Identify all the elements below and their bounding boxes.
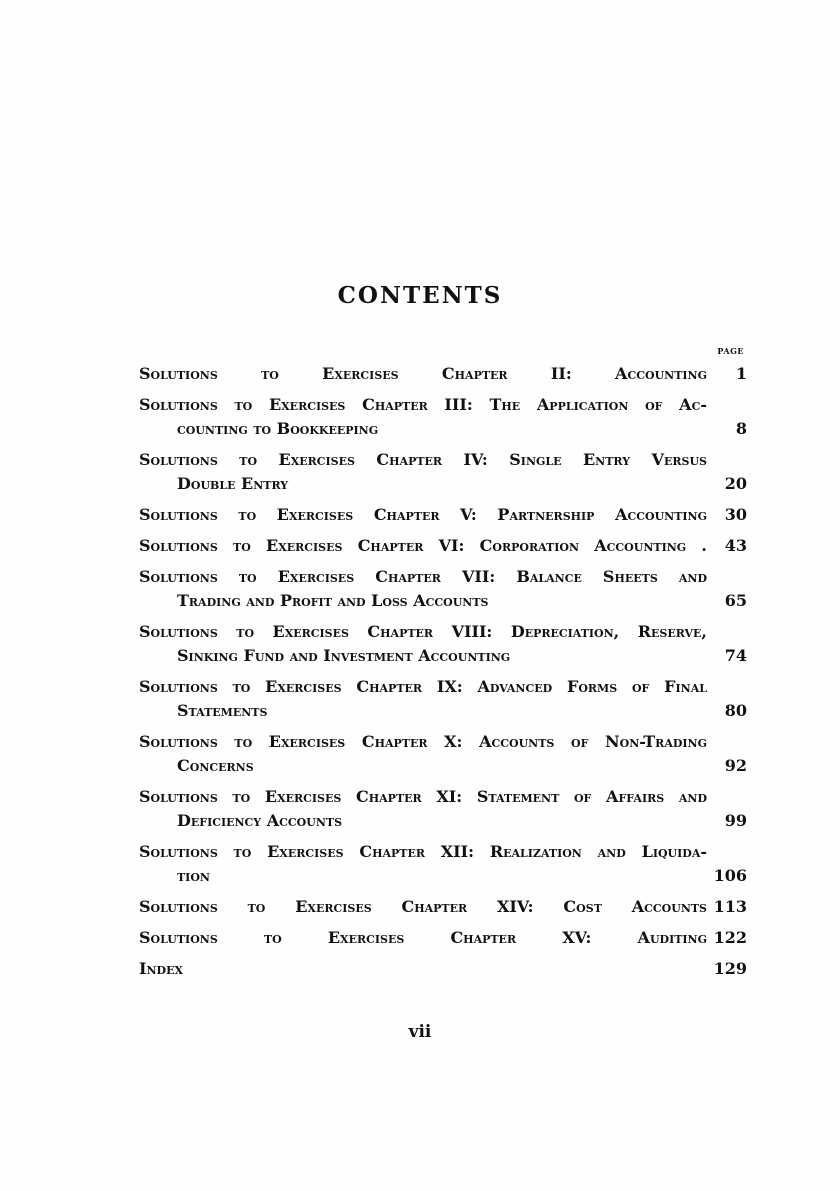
- toc-entry-text: Solutions to Exercises Chapter III: The Application of Ac-: [139, 395, 707, 414]
- toc-entry: [139, 785, 747, 833]
- toc-page-number: 122: [713, 928, 747, 947]
- toc-entry-text: Statements: [177, 701, 268, 720]
- toc-entry-text: Solutions to Exercises Chapter IV: Single Entry Versus: [139, 450, 707, 469]
- toc-entry-line: [139, 393, 747, 417]
- toc-entry: [139, 895, 747, 919]
- toc-entry: [139, 957, 747, 981]
- toc-entry-continuation: [139, 472, 747, 496]
- toc-entry-line: [139, 895, 747, 919]
- toc-entry-continuation: [139, 417, 747, 441]
- toc-page-number: 1: [735, 364, 747, 383]
- toc-page-number: 80: [724, 701, 747, 720]
- toc-page-number: 43: [724, 536, 747, 555]
- toc-entry-text: Deficiency Accounts: [177, 811, 343, 830]
- toc-entry-continuation: [139, 754, 747, 778]
- toc-page-number: 99: [724, 811, 747, 830]
- toc-entry-text: Solutions to Exercises Chapter XII: Realization and Liquida-: [139, 842, 707, 861]
- table-of-contents: [139, 362, 747, 988]
- toc-entry-text: Solutions to Exercises Chapter IX: Advanced Forms of Final: [139, 677, 707, 696]
- toc-page-number: 20: [724, 474, 747, 493]
- toc-page-number: 74: [724, 646, 747, 665]
- toc-entry-continuation: [139, 809, 747, 833]
- toc-entry-text: Solutions to Exercises Chapter XV: Auditing: [139, 928, 707, 947]
- toc-entry: [139, 393, 747, 441]
- toc-entry: [139, 565, 747, 613]
- page-number: vii: [408, 1022, 432, 1042]
- toc-entry-continuation: [139, 644, 747, 668]
- toc-entry-text: Solutions to Exercises Chapter VII: Balance Sheets and: [139, 567, 707, 586]
- toc-entry-text: Solutions to Exercises Chapter V: Partnership Accounting: [139, 505, 707, 524]
- toc-entry: [139, 362, 747, 386]
- toc-entry-line: [139, 503, 747, 527]
- toc-entry-line: [139, 448, 747, 472]
- toc-entry-line: [139, 362, 747, 386]
- toc-entry-text: Concerns: [177, 756, 254, 775]
- toc-entry-text: Solutions to Exercises Chapter VIII: Depreciation, Reserve,: [139, 622, 707, 641]
- toc-entry-text: Index: [139, 959, 183, 978]
- toc-page-number: 106: [713, 866, 747, 885]
- toc-entry-continuation: [139, 864, 747, 888]
- toc-entry: [139, 620, 747, 668]
- toc-entry-continuation: [139, 589, 747, 613]
- toc-entry: [139, 448, 747, 496]
- toc-page-number: 129: [713, 959, 747, 978]
- toc-page-number: 65: [724, 591, 747, 610]
- toc-entry: [139, 730, 747, 778]
- toc-entry-line: [139, 565, 747, 589]
- toc-entry-text: Trading and Profit and Loss Accounts: [177, 591, 489, 610]
- toc-entry-continuation: [139, 699, 747, 723]
- toc-entry: [139, 675, 747, 723]
- toc-page-number: 8: [735, 419, 747, 438]
- page-column-label: PAGE: [717, 346, 744, 356]
- toc-entry-text: Solutions to Exercises Chapter X: Accounts of Non-Trading: [139, 732, 707, 751]
- toc-entry-line: [139, 785, 747, 809]
- toc-entry-text: Solutions to Exercises Chapter XIV: Cost Accounts: [139, 897, 707, 916]
- toc-entry-line: [139, 730, 747, 754]
- toc-entry-text: Double Entry: [177, 474, 289, 493]
- toc-entry: [139, 840, 747, 888]
- toc-entry: [139, 534, 747, 558]
- toc-entry: [139, 503, 747, 527]
- toc-entry-text: Sinking Fund and Investment Accounting: [177, 646, 511, 665]
- toc-entry-text: Solutions to Exercises Chapter XI: Statement of Affairs and: [139, 787, 707, 806]
- toc-entry-line: [139, 675, 747, 699]
- toc-entry-text: counting to Bookkeeping: [177, 419, 379, 438]
- toc-page-number: 30: [724, 505, 747, 524]
- toc-entry-text: Solutions to Exercises Chapter VI: Corporation Accounting .: [139, 536, 707, 555]
- toc-entry-text: Solutions to Exercises Chapter II: Accounting: [139, 364, 707, 383]
- toc-entry: [139, 926, 747, 950]
- toc-entry-text: tion: [177, 866, 210, 885]
- toc-entry-line: [139, 957, 747, 981]
- toc-entry-line: [139, 534, 747, 558]
- toc-entry-line: [139, 620, 747, 644]
- toc-page-number: 113: [713, 897, 747, 916]
- toc-entry-line: [139, 926, 747, 950]
- page-title: CONTENTS: [337, 282, 503, 309]
- toc-page-number: 92: [724, 756, 747, 775]
- toc-entry-line: [139, 840, 747, 864]
